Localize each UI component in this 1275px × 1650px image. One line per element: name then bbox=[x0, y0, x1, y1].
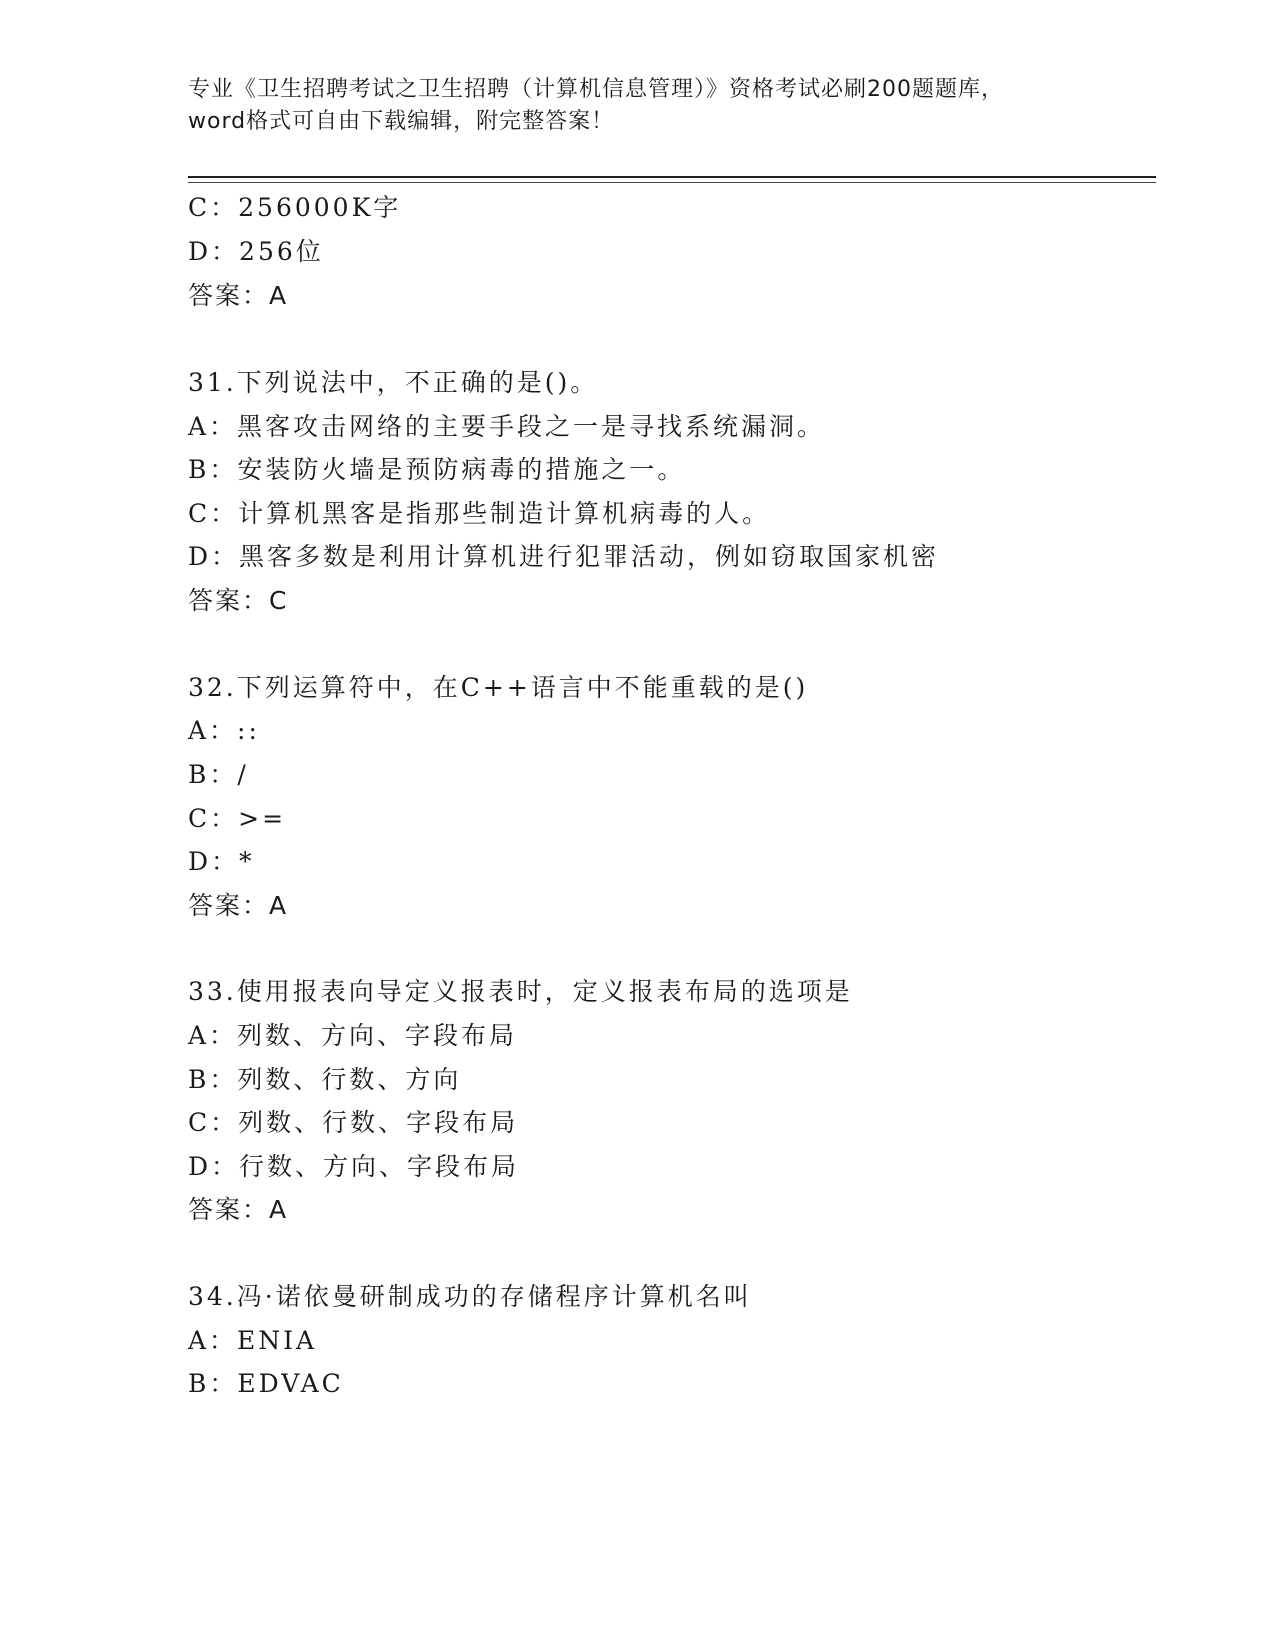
question-31-option-b: B：安装防火墙是预防病毒的措施之一。 bbox=[188, 455, 686, 484]
question-31-stem: 31.下列说法中，不正确的是()。 bbox=[188, 368, 599, 397]
question-33-option-b: B：列数、行数、方向 bbox=[188, 1065, 462, 1094]
question-33-option-d: D：行数、方向、字段布局 bbox=[188, 1152, 520, 1181]
question-32-option-d: D：* bbox=[188, 847, 255, 876]
answer-prev: 答案：A bbox=[188, 281, 289, 310]
question-31-option-c: C：计算机黑客是指那些制造计算机病毒的人。 bbox=[188, 499, 771, 528]
question-33-answer: 答案：A bbox=[188, 1195, 289, 1224]
question-31-answer: 答案：C bbox=[188, 586, 289, 615]
header-line-1: 专业《卫生招聘考试之卫生招聘（计算机信息管理）》资格考试必刷200题题库， bbox=[188, 77, 1004, 102]
question-34-option-b: B：EDVAC bbox=[188, 1369, 344, 1398]
question-32-answer: 答案：A bbox=[188, 891, 289, 920]
question-31-option-d: D：黑客多数是利用计算机进行犯罪活动，例如窃取国家机密 bbox=[188, 542, 940, 571]
question-33-stem: 33.使用报表向导定义报表时，定义报表布局的选项是 bbox=[188, 977, 853, 1006]
question-31-option-a: A：黑客攻击网络的主要手段之一是寻找系统漏洞。 bbox=[188, 412, 826, 441]
option-d-prev: D：256位 bbox=[188, 237, 324, 266]
question-33-option-a: A：列数、方向、字段布局 bbox=[188, 1021, 518, 1050]
question-32-option-b: B：/ bbox=[188, 760, 249, 789]
question-32-stem: 32.下列运算符中，在C++语言中不能重载的是() bbox=[188, 673, 809, 702]
question-32-option-a: A：:: bbox=[188, 716, 260, 745]
question-34-option-a: A：ENIA bbox=[188, 1326, 318, 1355]
header-divider-thin bbox=[188, 182, 1156, 183]
header-line-2: word格式可自由下载编辑，附完整答案！ bbox=[188, 109, 615, 134]
question-34-stem: 34.冯·诺依曼研制成功的存储程序计算机名叫 bbox=[188, 1282, 752, 1311]
header-divider-thick bbox=[188, 176, 1156, 178]
question-32-option-c: C：>= bbox=[188, 804, 287, 833]
option-c-prev: C：256000K字 bbox=[188, 193, 402, 222]
document-header bbox=[188, 74, 1088, 138]
question-33-option-c: C：列数、行数、字段布局 bbox=[188, 1108, 519, 1137]
